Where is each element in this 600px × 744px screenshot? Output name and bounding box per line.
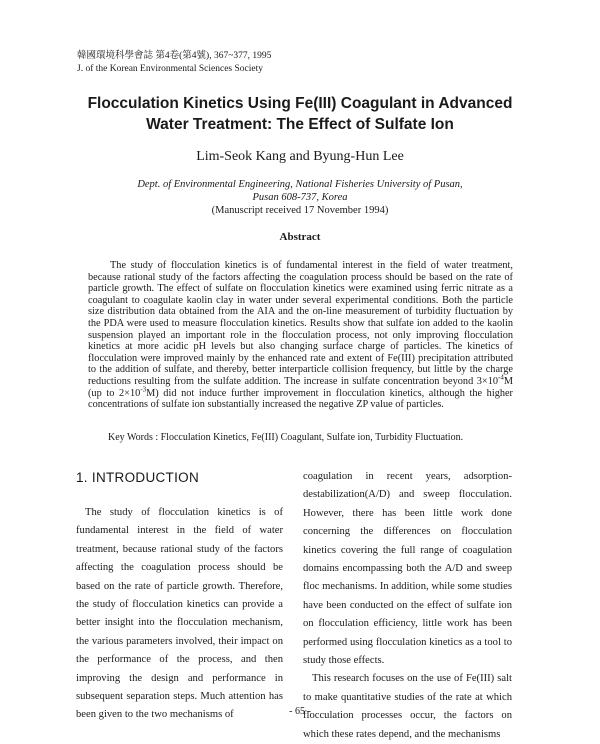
affiliation-address: Pusan 608-737, Korea	[252, 192, 348, 203]
page-number: - 65 -	[289, 706, 311, 717]
abstract-text-3: M) did not induce further improvement in flocculation kinetics, although the higher concentrations of sulfate ion substantially increased the negative ZP value of particles.	[88, 387, 513, 411]
affiliation	[60, 178, 540, 217]
abstract-exponent-1: -4	[498, 373, 504, 382]
section-heading: 1. INTRODUCTION	[76, 470, 200, 485]
abstract-text-1: The study of flocculation kinetics is of fundamental interest in the field of water treatment, because rational study of the factors affecting the coagulation process should be based on the rate of particle growth. The effect of sulfate on flocculation kinetics were examined using ferric nitrate as a coagulant to coagulate kaolin clay in water under several experimental conditions. Both the particle size distribution data obtained from the AIA and the on-line measurement of turbidity fluctuation by the PDA were used to measure flocculation kinetics. Results show that sulfate ion added to the kaolin suspension played an important role in the flocculation process, not only improving flocculation kinetics at more acidic pH levels but also changing surface charge of particles. The kinetics of flocculation were improved mainly by the enhanced rate and extent of Fe(III) precipitation attributed to the addition of sulfate, and thereby, better interparticle collision frequency, but little by the charge reductions resulting from the sulfate addition. The increase in sulfate concentration beyond 3×10	[88, 260, 513, 387]
journal-korean: 韓國環境科學會誌 第4卷(第4號), 367~377, 1995	[77, 51, 272, 61]
title-line-2: Water Treatment: The Effect of Sulfate Ion	[146, 116, 454, 133]
abstract-body	[88, 260, 513, 411]
authors: Lim-Seok Kang and Byung-Hun Lee	[196, 149, 404, 164]
keywords: Key Words : Flocculation Kinetics, Fe(III) Coagulant, Sulfate ion, Turbidity Fluctuation.	[108, 432, 464, 443]
intro-paragraph-2: This research focuses on the use of Fe(III) salt to make quantitative studies of the rate at which flocculation processes occur, the factors on which these rates depend, and the mechanisms	[303, 673, 512, 740]
manuscript-received: (Manuscript received 17 November 1994)	[211, 205, 389, 216]
affiliation-dept: Dept. of Environmental Engineering, National Fisheries University of Pusan,	[137, 179, 463, 190]
paper-title	[60, 93, 540, 135]
journal-english: J. of the Korean Environmental Sciences Society	[77, 64, 263, 74]
intro-column-left: The study of flocculation kinetics is of fundamental interest in the field of water treatment, because rational study of the factors affecting the coagulation process should be based on the rate of particle growth. Therefore, the study of flocculation kinetics can provide a better insight into the flocculation mechanism, the various parameters involved, their impact on the performance of the process, and then improving the design and performance in subsequent separation steps. Much attention has been given to the two mechanisms of	[76, 507, 283, 721]
title-line-1: Flocculation Kinetics Using Fe(III) Coagulant in Advanced	[87, 95, 513, 112]
journal-citation	[77, 50, 271, 76]
abstract-text-2: M (up to 2×10	[88, 375, 513, 399]
intro-column-right	[303, 468, 512, 744]
intro-paragraph-continued: coagulation in recent years, adsorption-destabilization(A/D) and sweep flocculation. However, there has been little work done concerning the differences on flocculation kinetics covering the full range of coagulation domains encompassing both the A/D and sweep floc mechanisms. In addition, while some studies have been conducted on the effect of sulfate ion on flocculation efficiency, little work has been performed using flocculation kinetics as a tool to study those effects.	[303, 471, 512, 667]
abstract-exponent-2: -3	[140, 385, 147, 394]
abstract-heading: Abstract	[279, 231, 321, 243]
